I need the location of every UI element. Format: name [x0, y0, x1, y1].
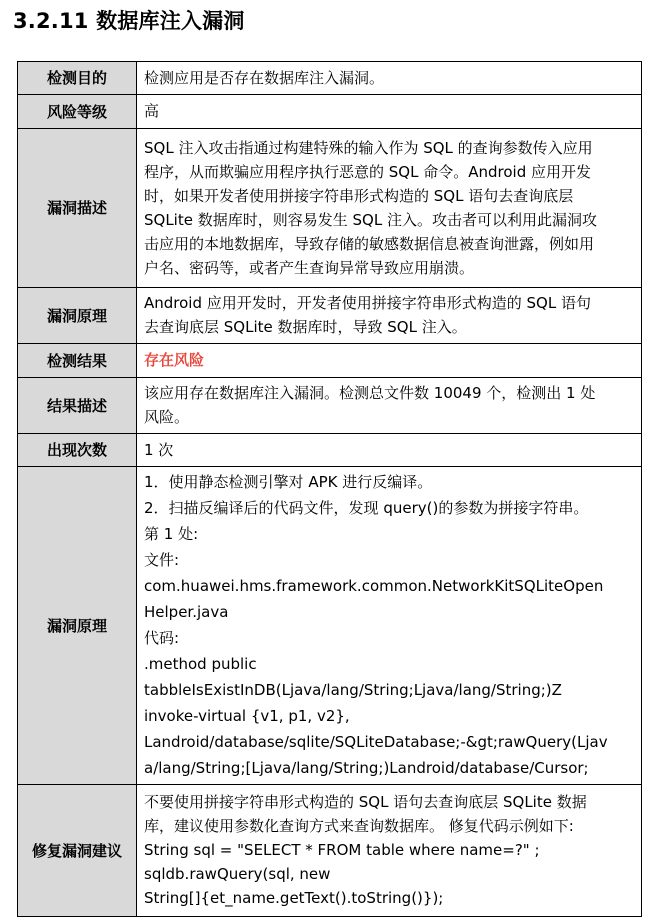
text-line: Landroid/database/sqlite/SQLiteDatabase;-&gt;rawQuery(Ljav	[144, 733, 608, 751]
label-description: 漏洞描述	[18, 129, 137, 288]
text-line: 文件:	[144, 551, 180, 569]
text-line: a/lang/String;[Ljava/lang/String;)Landroid/database/Cursor;	[144, 759, 589, 777]
row-principle-detail	[18, 467, 642, 785]
text-line: 户名、密码等，或者产生查询异常导致应用崩溃。	[144, 258, 475, 277]
text-line: 击应用的本地数据库，导致存储的敏感数据信息被查询泄露，例如用	[144, 234, 595, 253]
row-result-desc	[18, 378, 642, 434]
row-result	[18, 344, 642, 378]
text-line: String sql = "SELECT * FROM table where name=?" ;	[144, 841, 540, 859]
text-line: 程序，从而欺骗应用程序执行恶意的 SQL 命令。Android 应用开发	[144, 162, 591, 181]
text-line: SQLite 数据库时，则容易发生 SQL 注入。攻击者可以利用此漏洞攻	[144, 210, 597, 229]
text-line: 2．扫描反编译后的代码文件，发现 query()的参数为拼接字符串。	[144, 499, 589, 517]
row-principle	[18, 288, 642, 344]
text-line: 去查询底层 SQLite 数据库时，导致 SQL 注入。	[144, 318, 467, 336]
value-result-desc	[137, 378, 642, 434]
row-fix	[18, 785, 642, 917]
text-line: sqldb.rawQuery(sql, new	[144, 865, 331, 883]
value-risk-level: 高	[137, 95, 642, 129]
label-fix: 修复漏洞建议	[18, 785, 137, 917]
label-occurrences: 出现次数	[18, 434, 137, 467]
value-purpose: 检测应用是否存在数据库注入漏洞。	[137, 62, 642, 95]
text-line: 第 1 处:	[144, 525, 199, 543]
text-line: Android 应用开发时，开发者使用拼接字符串形式构造的 SQL 语句	[144, 294, 591, 312]
text-line: 风险。	[144, 408, 190, 426]
text-line: 1．使用静态检测引擎对 APK 进行反编译。	[144, 473, 433, 491]
label-result-desc: 结果描述	[18, 378, 137, 434]
label-result: 检测结果	[18, 344, 137, 378]
text-line: 不要使用拼接字符串形式构造的 SQL 语句去查询底层 SQLite 数据	[144, 793, 587, 811]
row-occurrences	[18, 434, 642, 467]
text-line: 代码:	[144, 629, 180, 647]
label-risk-level: 风险等级	[18, 95, 137, 129]
risk-status-text: 存在风险	[144, 351, 205, 369]
value-principle-detail	[137, 467, 642, 785]
text-line: Helper.java	[144, 603, 229, 621]
row-purpose	[18, 62, 642, 95]
value-occurrences: 1 次	[137, 434, 642, 467]
row-risk-level	[18, 95, 642, 129]
text-line: tabbleIsExistInDB(Ljava/lang/String;Ljava/lang/String;)Z	[144, 681, 562, 699]
text-line: SQL 注入攻击指通过构建特殊的输入作为 SQL 的查询参数传入应用	[144, 138, 593, 157]
value-description	[137, 129, 642, 288]
text-line: com.huawei.hms.framework.common.NetworkKitSQLiteOpen	[144, 577, 604, 595]
text-line: .method public	[144, 655, 257, 673]
value-fix	[137, 785, 642, 917]
text-line: 时，如果开发者使用拼接字符串形式构造的 SQL 语句去查询底层	[144, 186, 574, 205]
row-description	[18, 129, 642, 288]
label-principle: 漏洞原理	[18, 288, 137, 344]
text-line: invoke-virtual {v1, p1, v2},	[144, 707, 350, 725]
page-title: 3.2.11 数据库注入漏洞	[13, 9, 245, 33]
text-line: 库，建议使用参数化查询方式来查询数据库。 修复代码示例如下:	[144, 817, 574, 835]
text-line: 该应用存在数据库注入漏洞。检测总文件数 10049 个，检测出 1 处	[144, 384, 596, 402]
value-principle	[137, 288, 642, 344]
label-principle-detail: 漏洞原理	[18, 467, 137, 785]
label-purpose: 检测目的	[18, 62, 137, 95]
vulnerability-table	[17, 61, 642, 917]
text-line: String[]{et_name.getText().toString()});	[144, 889, 444, 907]
